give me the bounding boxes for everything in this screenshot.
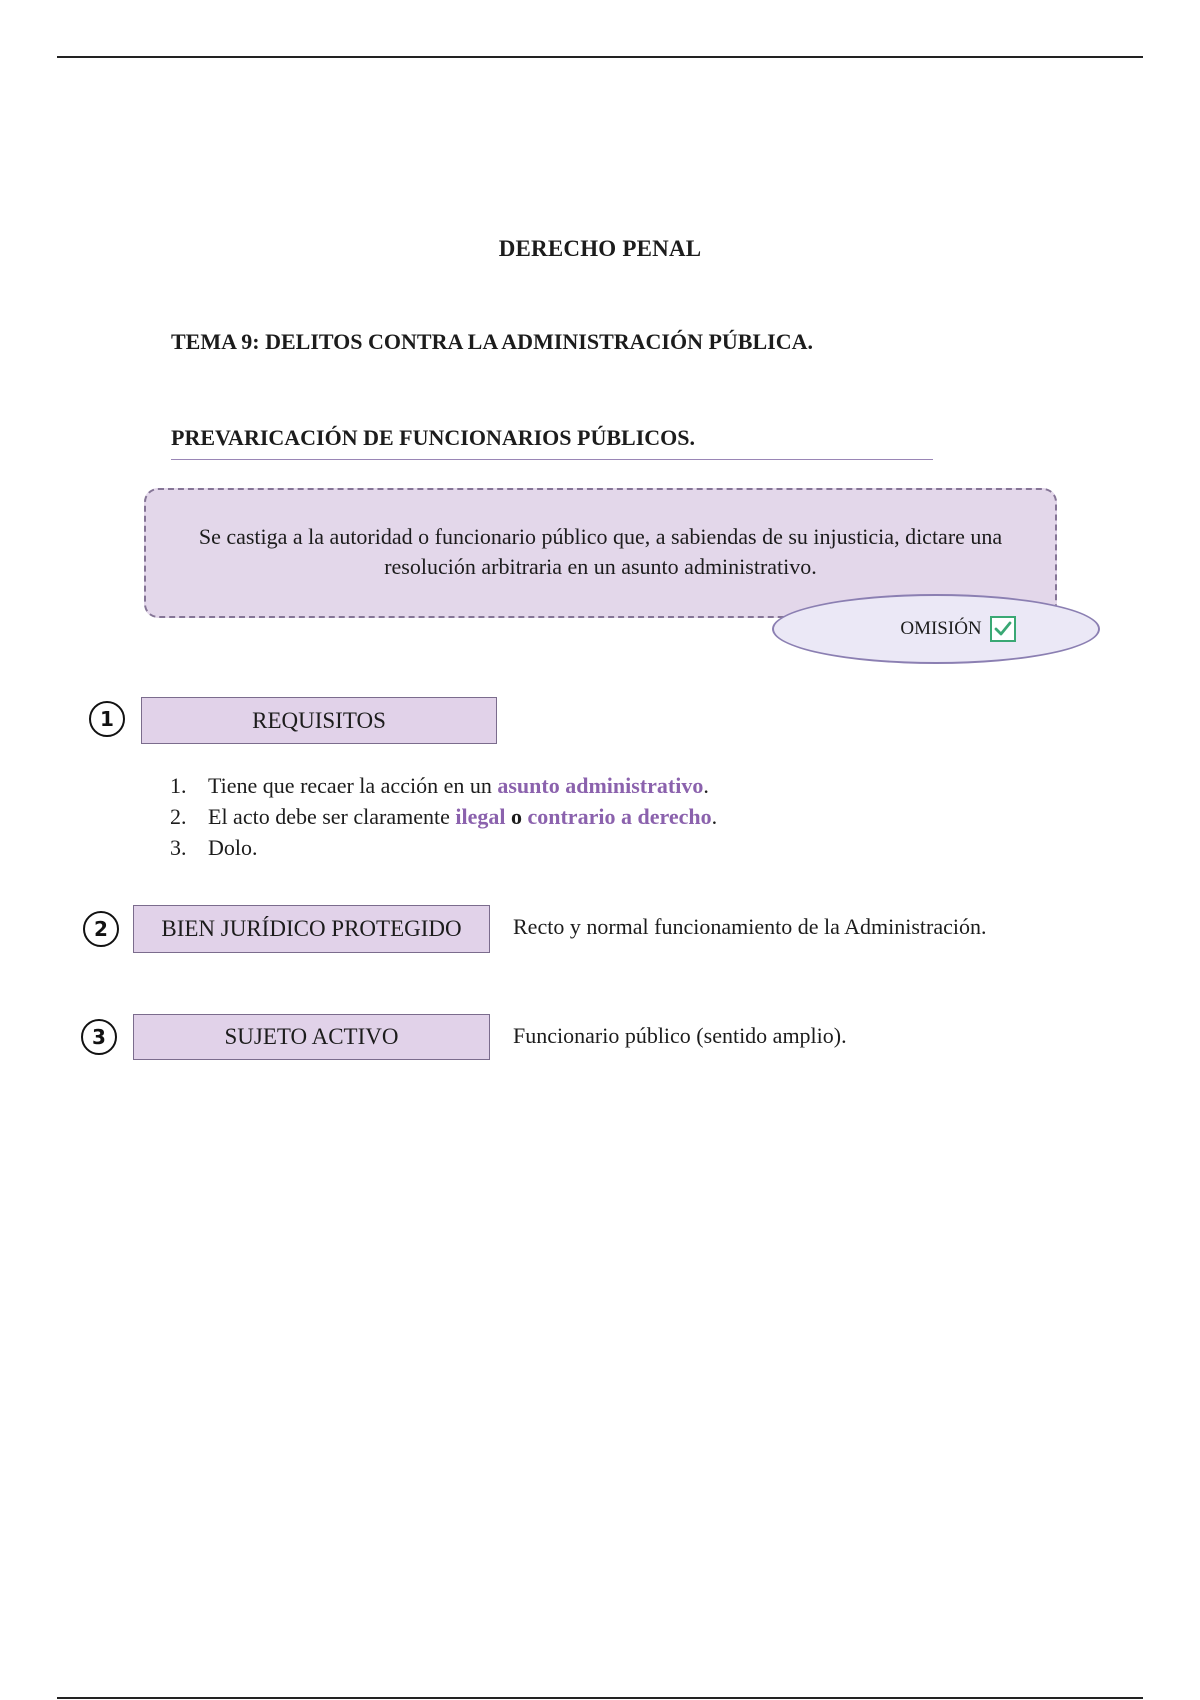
requisitos-label-box: [141, 697, 497, 744]
sujeto-activo-label-box: [133, 1014, 490, 1060]
highlighted-term: asunto administrativo: [497, 773, 704, 798]
section-heading: PREVARICACIÓN DE FUNCIONARIOS PÚBLICOS.: [171, 425, 933, 460]
number-circle-1: 1: [89, 701, 125, 737]
list-item-text: Dolo.: [208, 835, 258, 860]
checkmark-icon: [994, 621, 1012, 637]
bien-juridico-value: Recto y normal funcionamiento de la Administración.: [513, 914, 987, 939]
top-rule: [57, 56, 1143, 58]
sujeto-activo-label: SUJETO ACTIVO: [224, 1024, 399, 1049]
checkbox-checked-icon: [990, 616, 1016, 642]
connector-text: o: [505, 804, 528, 829]
subject-title: DERECHO PENAL: [498, 236, 702, 261]
list-item-text: Tiene que recaer la acción en un asunto administrativo.: [208, 773, 709, 798]
bien-juridico-label: BIEN JURÍDICO PROTEGIDO: [161, 916, 462, 941]
list-item-number: 3.: [170, 835, 187, 860]
omission-label: OMISIÓN: [900, 618, 982, 639]
definition-text: Se castiga a la autoridad o funcionario público que, a sabiendas de su injusticia, dictare una resolución arbitraria en un asunto administrativo.: [198, 524, 1003, 579]
list-item-text: El acto debe ser claramente ilegal o contrario a derecho.: [208, 804, 718, 829]
list-item-number: 2.: [170, 804, 187, 829]
list-item-number: 1.: [170, 773, 187, 798]
number-circle-3: 3: [81, 1019, 117, 1055]
bottom-rule: [57, 1697, 1143, 1699]
requirements-list: [170, 770, 717, 863]
omission-callout: [772, 594, 1100, 664]
list-item: [170, 832, 717, 863]
highlighted-term: contrario a derecho: [527, 804, 712, 829]
topic-title: TEMA 9: DELITOS CONTRA LA ADMINISTRACIÓN PÚBLICA.: [171, 329, 813, 354]
highlighted-term: ilegal: [455, 804, 506, 829]
sujeto-activo-value: Funcionario público (sentido amplio).: [513, 1023, 847, 1048]
list-item: [170, 801, 717, 832]
number-circle-2: 2: [83, 911, 119, 947]
list-item: [170, 770, 717, 801]
requisitos-label: REQUISITOS: [252, 707, 386, 733]
bien-juridico-label-box: [133, 905, 490, 953]
